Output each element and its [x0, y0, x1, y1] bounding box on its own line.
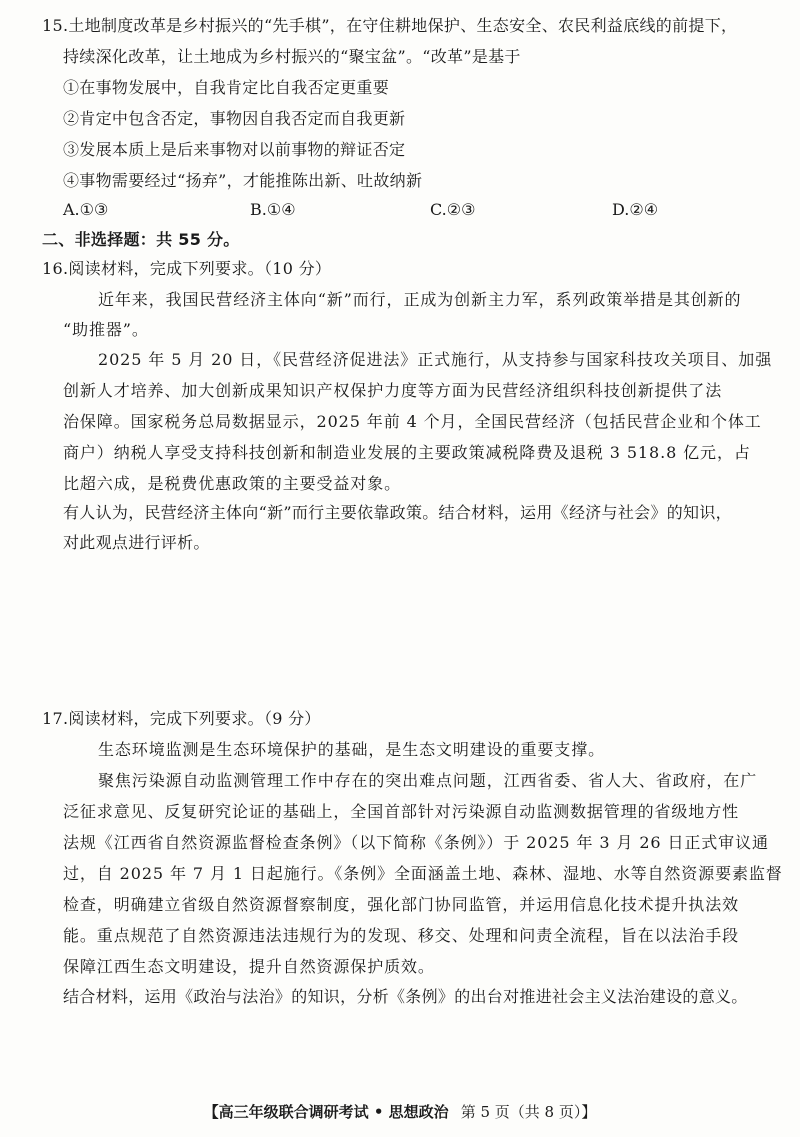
q15-item-2: ②肯定中包含否定，事物因自我否定而自我更新: [63, 109, 406, 128]
q16-requirement-line: 对此观点进行评析。: [63, 533, 210, 552]
q16-material-line: 治保障。国家税务总局数据显示，2025 年前 4 个月，全国民营经济（包括民营企业和个体工: [63, 412, 762, 431]
footer-page-number: 第 5 页（共 8 页）】: [460, 1103, 597, 1121]
section-2-heading: 二、非选择题：共 55 分。: [42, 230, 240, 249]
q17-material-line: 保障江西生态文明建设，提升自然资源保护质效。: [63, 957, 435, 976]
q15-option-b: B.①④: [250, 200, 296, 219]
q16-material-line: 近年来，我国民营经济主体向“新”而行，正成为创新主力军，系列政策举措是其创新的: [98, 290, 742, 309]
footer-exam-title: 【高三年级联合调研考试 • 思想政治: [203, 1103, 449, 1121]
q15-item-3: ③发展本质上是后来事物对以前事物的辩证否定: [63, 140, 406, 159]
q16-material-line: “助推器”。: [63, 320, 149, 339]
q16-material-line: 商户）纳税人享受支持科技创新和制造业发展的主要政策减税降费及退税 3 518.8 亿元，占: [63, 443, 751, 462]
q17-title: 17.阅读材料，完成下列要求。（9 分）: [42, 709, 321, 728]
q17-material-line: 检查，明确建立省级自然资源督察制度，强化部门协同监管，并运用信息化技术提升执法效: [63, 895, 740, 914]
q15-stem-line-1: 15.土地制度改革是乡村振兴的“先手棋”，在守住耕地保护、生态安全、农民利益底线的前提下，: [42, 16, 738, 35]
q17-material-line: 生态环境监测是生态环境保护的基础，是生态文明建设的重要支撑。: [98, 740, 606, 759]
q15-option-d: D.②④: [612, 200, 659, 219]
q17-material-line: 聚焦污染源自动监测管理工作中存在的突出难点问题，江西省委、省人大、省政府，在广: [98, 771, 758, 790]
q16-material-line: 创新人才培养、加大创新成果知识产权保护力度等方面为民营经济组织科技创新提供了法: [63, 381, 723, 400]
q16-title: 16.阅读材料，完成下列要求。（10 分）: [42, 259, 332, 278]
q16-material-line: 比超六成，是税费优惠政策的主要受益对象。: [63, 474, 402, 493]
q16-requirement-line: 有人认为，民营经济主体向“新”而行主要依靠政策。结合材料，运用《经济与社会》的知识，: [63, 503, 732, 522]
q15-option-a: A.①③: [63, 200, 109, 219]
page-footer: [0, 1102, 800, 1122]
q17-requirement-line: 结合材料，运用《政治与法治》的知识，分析《条例》的出台对推进社会主义法治建设的意义。: [63, 987, 748, 1006]
q17-material-line: 过，自 2025 年 7 月 1 日起施行。《条例》全面涵盖土地、森林、湿地、水等自然资源要素监督: [63, 864, 783, 883]
q15-item-1: ①在事物发展中，自我肯定比自我否定更重要: [63, 78, 390, 97]
q16-material-line: 2025 年 5 月 20 日，《民营经济促进法》正式施行，从支持参与国家科技攻关项目、加强: [98, 350, 773, 369]
q15-stem-line-2: 持续深化改革，让土地成为乡村振兴的“聚宝盆”。“改革”是基于: [63, 47, 521, 66]
q17-material-line: 能。重点规范了自然资源违法违规行为的发现、移交、处理和问责全流程，旨在以法治手段: [63, 926, 740, 945]
q17-material-line: 泛征求意见、反复研究论证的基础上，全国首部针对污染源自动监测数据管理的省级地方性: [63, 802, 740, 821]
q17-material-line: 法规《江西省自然资源监督检查条例》（以下简称《条例》）于 2025 年 3 月 26 日正式审议通: [63, 833, 769, 852]
q15-item-4: ④事物需要经过“扬弃”，才能推陈出新、吐故纳新: [63, 171, 423, 190]
q15-option-c: C.②③: [430, 200, 476, 219]
